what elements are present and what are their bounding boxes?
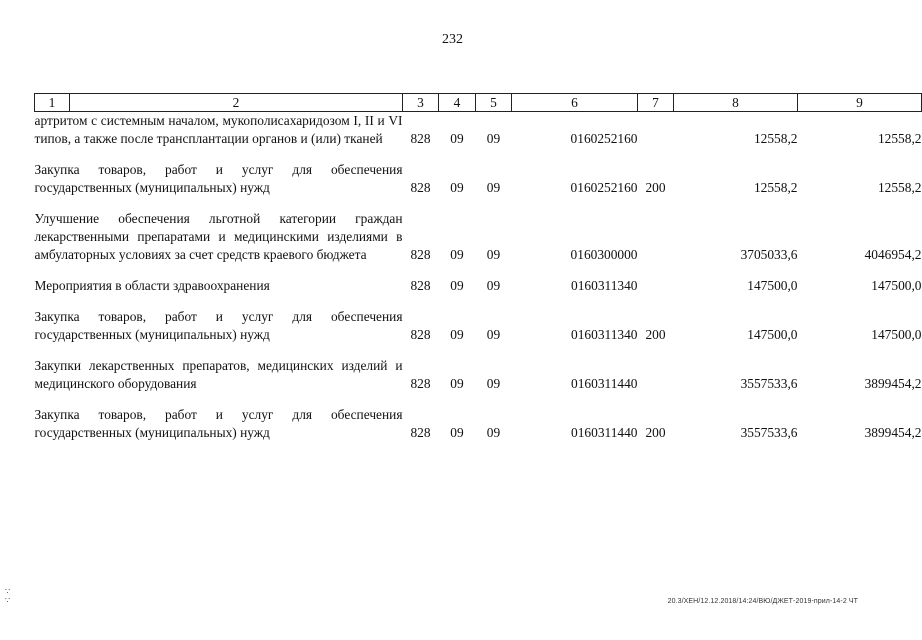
row-section: 09: [450, 247, 464, 262]
table-row: [35, 308, 922, 344]
header-col-2: 2: [70, 94, 403, 112]
row-target-code: 0160252160: [570, 180, 638, 195]
header-col-1: 1: [35, 94, 70, 112]
row-target-code: 0160311340: [571, 278, 638, 293]
row-amount-2: 3899454,2: [864, 425, 922, 440]
row-expense-type: [638, 357, 674, 393]
header-col-5: 5: [476, 94, 512, 112]
row-name: Закупка товаров, работ и услуг для обеспечения государственных (муниципальных) нужд: [34, 162, 403, 195]
row-section: 09: [450, 278, 464, 293]
margin-mark: ∵∵: [3, 587, 12, 605]
column-number-header: [35, 94, 922, 112]
row-spacer: [35, 148, 922, 161]
row-section: 09: [450, 425, 464, 440]
row-amount-1: 12558,2: [753, 131, 798, 146]
row-amount-1: 3557533,6: [740, 425, 798, 440]
budget-table: [34, 93, 922, 442]
header-col-8: 8: [674, 94, 798, 112]
header-col-3: 3: [403, 94, 439, 112]
row-ministry-code: 828: [410, 278, 431, 293]
row-amount-2: 3899454,2: [864, 376, 922, 391]
row-amount-2: 12558,2: [877, 180, 922, 195]
header-col-4: 4: [439, 94, 476, 112]
table-row: [35, 161, 922, 197]
row-amount-2: 147500,0: [871, 327, 922, 342]
row-expense-type: 200: [645, 425, 666, 440]
table-row: [35, 357, 922, 393]
row-ministry-code: 828: [410, 247, 431, 262]
row-amount-2: 4046954,2: [864, 247, 922, 262]
row-target-code: 0160252160: [570, 131, 638, 146]
row-name: Улучшение обеспечения льготной категории граждан лекарственными препаратами и медицинскими изделиями в амбулаторных условиях за счет средств краевого бюджета: [34, 211, 403, 262]
table-row: [35, 406, 922, 442]
row-name: Закупка товаров, работ и услуг для обеспечения государственных (муниципальных) нужд: [34, 309, 403, 342]
row-subsection: 09: [486, 425, 501, 440]
header-col-6: 6: [512, 94, 638, 112]
row-expense-type: [638, 112, 674, 149]
row-section: 09: [450, 376, 464, 391]
row-amount-1: 147500,0: [747, 278, 798, 293]
row-amount-1: 3557533,6: [740, 376, 798, 391]
row-ministry-code: 828: [410, 327, 431, 342]
row-target-code: 0160311340: [571, 327, 638, 342]
row-subsection: 09: [486, 327, 501, 342]
row-name: артритом с системным началом, мукополисахаридозом I, II и VI типов, а также после трансплантации органов и (или) тканей: [34, 113, 403, 146]
table-row: [35, 277, 922, 295]
row-name: Закупка товаров, работ и услуг для обеспечения государственных (муниципальных) нужд: [34, 407, 403, 440]
table-row: [35, 210, 922, 264]
row-ministry-code: 828: [410, 425, 431, 440]
row-spacer: [35, 344, 922, 357]
table-row: [35, 112, 922, 149]
row-name: Закупки лекарственных препаратов, медицинских изделий и медицинского оборудования: [34, 358, 403, 391]
row-spacer: [35, 393, 922, 406]
page-number: 232: [442, 32, 463, 47]
row-subsection: 09: [486, 180, 501, 195]
row-subsection: 09: [486, 278, 501, 293]
row-expense-type: 200: [645, 327, 666, 342]
row-ministry-code: 828: [410, 376, 431, 391]
row-target-code: 0160300000: [570, 247, 638, 262]
row-subsection: 09: [486, 247, 501, 262]
row-section: 09: [450, 180, 464, 195]
row-expense-type: 200: [645, 180, 666, 195]
row-spacer: [35, 197, 922, 210]
row-subsection: 09: [486, 376, 501, 391]
row-amount-2: 12558,2: [877, 131, 922, 146]
row-amount-1: 3705033,6: [740, 247, 798, 262]
header-col-7: 7: [638, 94, 674, 112]
row-ministry-code: 828: [410, 131, 431, 146]
row-section: 09: [450, 131, 464, 146]
row-subsection: 09: [486, 131, 501, 146]
row-expense-type: [638, 210, 674, 264]
row-spacer: [35, 264, 922, 277]
row-target-code: 0160311440: [571, 425, 638, 440]
row-section: 09: [450, 327, 464, 342]
row-target-code: 0160311440: [571, 376, 638, 391]
row-amount-1: 147500,0: [747, 327, 798, 342]
header-col-9: 9: [798, 94, 922, 112]
document-footer-code: 20.3/ХЕН/12.12.2018/14:24/ВЮ/ДЖЕТ-2019-прил-14-2 ЧТ: [667, 598, 858, 605]
row-amount-2: 147500,0: [871, 278, 922, 293]
row-name: Мероприятия в области здравоохранения: [34, 278, 270, 293]
row-expense-type: [638, 277, 674, 295]
row-amount-1: 12558,2: [753, 180, 798, 195]
row-ministry-code: 828: [410, 180, 431, 195]
row-spacer: [35, 295, 922, 308]
